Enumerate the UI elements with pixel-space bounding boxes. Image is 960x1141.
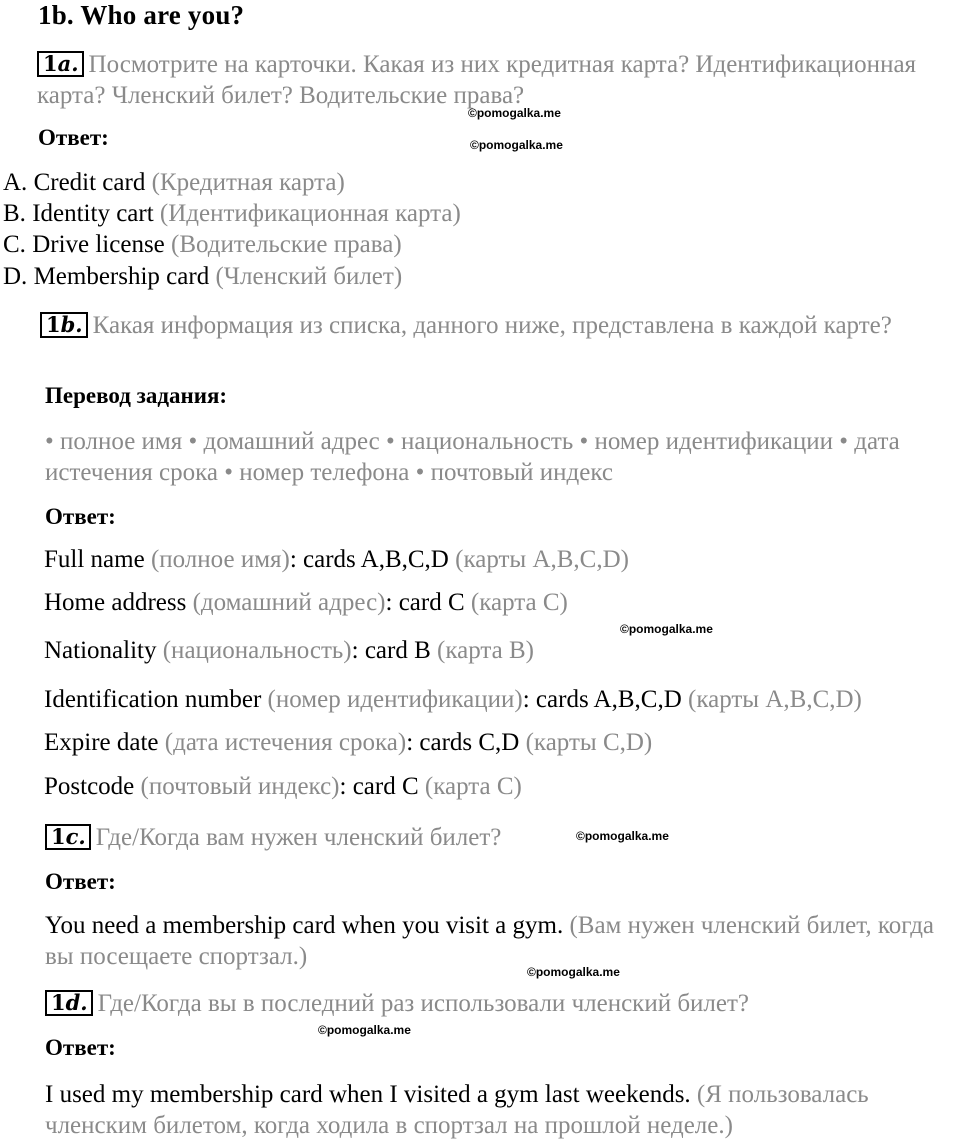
- answer-heading-1a: Ответ:: [38, 125, 109, 150]
- list-item: [44, 635, 534, 666]
- item-en: Identification number: [44, 686, 262, 713]
- list-item: [44, 544, 629, 575]
- list-letter: C.: [3, 231, 26, 258]
- answer-heading-1d: Ответ:: [45, 1035, 116, 1060]
- item-ru: (номер идентификации): [267, 686, 523, 713]
- answer-1d: [45, 1079, 960, 1141]
- list-item: [44, 684, 862, 715]
- item-value: : cards C,D: [406, 729, 520, 756]
- task-1d: [45, 988, 945, 1019]
- item-en: Identity cart: [32, 200, 154, 227]
- answer-en: You need a membership card when you visit a gym.: [45, 912, 564, 939]
- watermark: ©pomogalka.me: [620, 622, 713, 636]
- task-badge-1c: [45, 824, 91, 850]
- task-1c: [45, 822, 645, 853]
- list-item: [3, 261, 402, 292]
- answer-ru: (Вам нужен членский билет, когда вы посещаете спортзал.): [45, 912, 935, 970]
- watermark: ©pomogalka.me: [527, 965, 620, 979]
- item-en: Credit card: [33, 169, 146, 196]
- watermark: ©pomogalka.me: [468, 106, 561, 120]
- task-badge-1b: [40, 312, 88, 338]
- item-en: Expire date: [44, 729, 159, 756]
- task-1a: [37, 49, 937, 111]
- answer-heading-1b: Ответ:: [45, 504, 116, 529]
- list-item: [3, 198, 461, 229]
- task-1b-text: Какая информация из списка, данного ниже, представлена в каждой карте?: [92, 312, 892, 339]
- item-ru-value: (карты A,B,C,D): [688, 686, 862, 713]
- list-letter: B.: [3, 200, 26, 227]
- item-en: Membership card: [33, 263, 210, 290]
- item-value: : card C: [385, 589, 465, 616]
- item-value: : card B: [351, 637, 431, 664]
- item-ru: (полное имя): [150, 546, 290, 573]
- item-en: Drive license: [32, 231, 165, 258]
- list-item: [3, 167, 345, 198]
- list-item: [3, 229, 402, 260]
- list-letter: A.: [3, 169, 28, 196]
- item-ru-value: (карта C): [470, 589, 568, 616]
- item-en: Postcode: [44, 773, 135, 800]
- item-ru: (домашний адрес): [192, 589, 386, 616]
- badge-letter: d.: [65, 990, 88, 1015]
- badge-number: 1: [51, 824, 66, 849]
- item-value: : cards A,B,C,D: [289, 546, 449, 573]
- item-en: Nationality: [44, 637, 157, 664]
- badge-letter: a.: [57, 51, 79, 76]
- list-item: [44, 587, 568, 618]
- item-ru: (дата истечения срока): [164, 729, 407, 756]
- translation-text: • полное имя • домашний адрес • национальность • номер идентификации • дата истечения срока • номер телефона • почтовый индекс: [45, 428, 900, 486]
- task-1a-text: Посмотрите на карточки. Какая из них кредитная карта? Идентификационная карта? Членский билет? Водительские права?: [37, 51, 917, 109]
- badge-number: 1: [43, 51, 58, 76]
- item-ru: (почтовый индекс): [140, 773, 340, 800]
- task-1d-text: Где/Когда вы в последний раз использовали членский билет?: [97, 990, 750, 1017]
- item-value: : card C: [339, 773, 419, 800]
- watermark: ©pomogalka.me: [576, 829, 669, 843]
- answer-ru: (Я пользовалась членским билетом, когда ходила в спортзал на прошлой неделе.): [45, 1081, 869, 1139]
- page-title: 1b. Who are you?: [38, 0, 245, 30]
- list-letter: D.: [3, 263, 28, 290]
- item-ru: (Водительские права): [171, 231, 402, 258]
- answer-heading-1c: Ответ:: [45, 869, 116, 894]
- answer-1c: [45, 910, 960, 972]
- badge-number: 1: [51, 990, 66, 1015]
- task-badge-1a: [37, 51, 84, 77]
- item-ru-value: (карты A,B,C,D): [455, 546, 629, 573]
- item-ru: (Членский билет): [215, 263, 403, 290]
- item-ru-value: (карта B): [437, 637, 534, 664]
- badge-letter: b.: [60, 312, 83, 337]
- watermark: ©pomogalka.me: [318, 1023, 411, 1037]
- task-1c-text: Где/Когда вам нужен членский билет?: [95, 824, 502, 851]
- answer-en: I used my membership card when I visited a gym last weekends.: [45, 1081, 691, 1108]
- list-item: [44, 771, 522, 802]
- item-ru-value: (карта C): [424, 773, 522, 800]
- list-item: [44, 727, 652, 758]
- item-en: Full name: [44, 546, 145, 573]
- item-ru: (Идентификационная карта): [159, 200, 461, 227]
- item-ru: (национальность): [162, 637, 352, 664]
- item-ru: (Кредитная карта): [151, 169, 345, 196]
- task-1b: [40, 310, 920, 341]
- item-ru-value: (карты C,D): [525, 729, 653, 756]
- translation-heading: Перевод задания:: [45, 383, 228, 408]
- badge-number: 1: [46, 312, 61, 337]
- watermark: ©pomogalka.me: [470, 138, 563, 152]
- item-en: Home address: [44, 589, 187, 616]
- task-badge-1d: [45, 990, 93, 1016]
- badge-letter: c.: [65, 824, 86, 849]
- item-value: : cards A,B,C,D: [522, 686, 682, 713]
